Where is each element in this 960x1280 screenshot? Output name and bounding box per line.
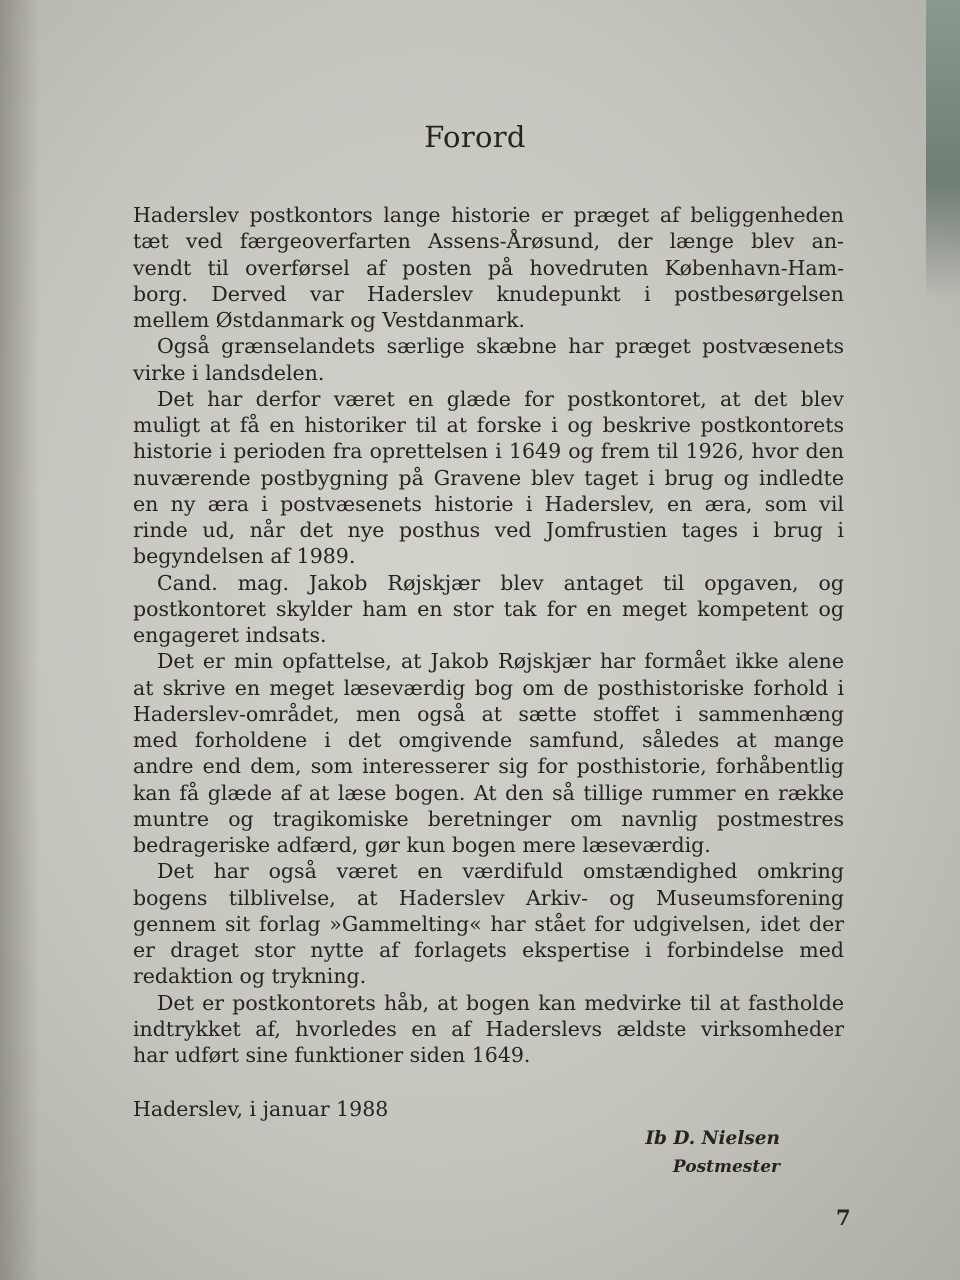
text-line: andre end dem, som interesserer sig for posthistorie, forhåbentlig [133,754,844,779]
paragraph [133,570,844,649]
paragraph [133,990,844,1069]
text-line: kan få glæde af at læse bogen. At den så tillige rummer en række [133,780,844,805]
text-line: nuværende postbygning på Gravene blev taget i brug og indledte [133,465,844,490]
text-line: med forholdene i det omgivende samfund, således at mange [133,728,844,752]
paragraph [133,648,844,858]
text-line: vendt til overførsel af posten på hovedruten København-Ham- [133,255,844,280]
paragraph [133,858,844,989]
signature-name: Ib D. Nielsen [645,1128,780,1149]
text-line: postkontoret skylder ham en stor tak for en meget kompetent og [133,596,844,621]
paragraph [133,202,844,333]
text-line: Det har derfor været en glæde for postkontoret, at det blev [157,386,844,411]
text-line: gennem sit forlag »Gammelting« har stået for udgivelsen, idet der [133,911,844,936]
text-line: en ny æra i postvæsenets historie i Haderslev, en æra, som vil [133,491,844,516]
page-shadow [0,0,40,1280]
text-line: Haderslev-området, men også at sætte stoffet i sammenhæng [133,701,844,726]
text-line: bogens tilblivelse, at Haderslev Arkiv- og Museumsforening [133,885,844,910]
text-line: historie i perioden fra oprettelsen i 1649 og frem til 1926, hvor den [133,439,844,464]
text-line: borg. Derved var Haderslev knudepunkt i postbesørgelsen [133,281,844,306]
text-line: Det har også været en værdifuld omstændighed omkring [157,859,844,884]
text-line: at skrive en meget læseværdig bog om de posthistoriske forhold i [133,675,844,700]
text-line: Det er postkontorets håb, at bogen kan medvirke til at fastholde [157,990,844,1015]
text-line: muntre og tragikomiske beretninger om navnlig postmestres [133,806,844,831]
text-line: rinde ud, når det nye posthus ved Jomfrustien tages i brug i [133,518,844,542]
text-line: begyndelsen af 1989. [133,544,356,569]
signature [645,1125,780,1181]
text-line: bedrageriske adfærd, gør kun bogen mere læseværdig. [133,833,711,857]
text-line: tæt ved færgeoverfarten Assens-Årøsund, der længe blev an- [133,229,844,254]
page-number: 7 [836,1205,851,1230]
text-line: er draget stor nytte af forlagets ekspertise i forbindelse med [133,938,844,962]
page-title: Forord [424,120,526,154]
paragraph [133,386,844,570]
text-line: Haderslev postkontors lange historie er præget af beliggenheden [133,203,844,227]
foreword-body [133,202,844,1068]
text-line: Cand. mag. Jakob Røjskjær blev antaget til opgaven, og [157,570,844,595]
text-line: virke i landsdelen. [133,360,325,385]
text-line: Det er min opfattelse, at Jakob Røjskjær har formået ikke alene [157,649,844,674]
text-line: redaktion og trykning. [133,964,367,989]
paragraph [133,333,844,386]
text-line: muligt at få en historiker til at forske i og beskrive postkontorets [133,413,844,437]
date-line: Haderslev, i januar 1988 [133,1097,389,1121]
text-line: mellem Østdanmark og Vestdanmark. [133,308,526,332]
signature-role: Postmester [672,1157,780,1177]
text-line: har udført sine funktioner siden 1649. [133,1043,531,1067]
text-line: engageret indsats. [133,623,327,647]
text-line: Også grænselandets særlige skæbne har præget postvæsenets [157,334,844,359]
text-line: indtrykket af, hvorledes en af Haderslevs ældste virksomheder [133,1016,844,1041]
